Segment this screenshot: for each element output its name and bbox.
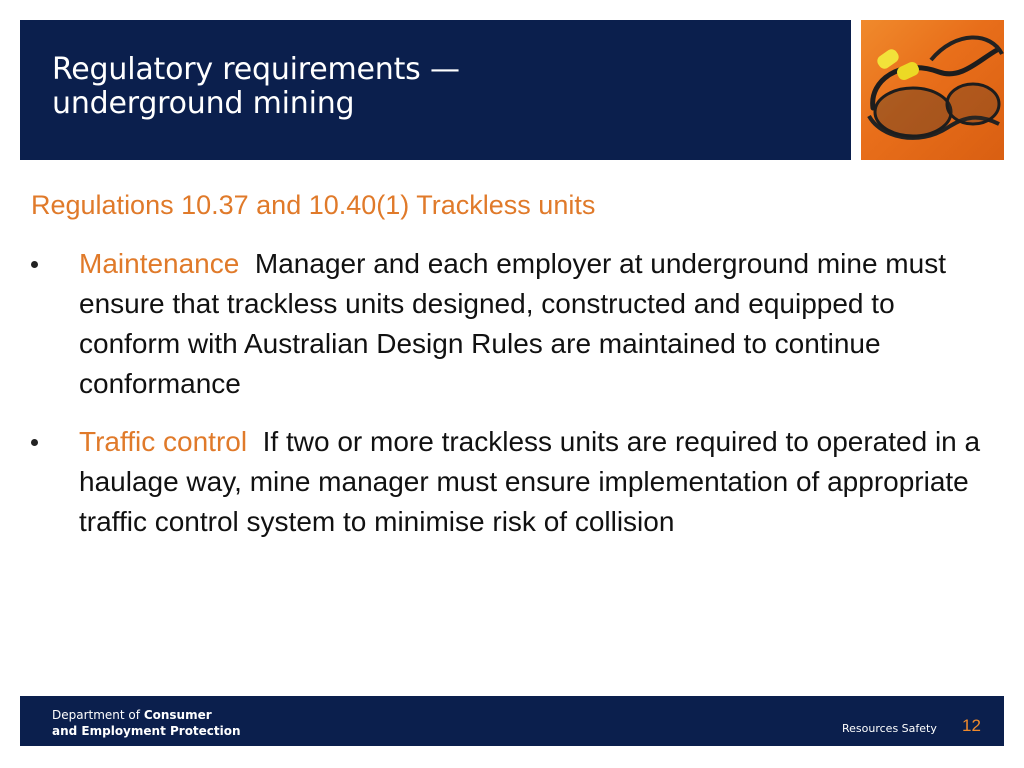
slide-title-line2: underground mining bbox=[52, 86, 355, 121]
dept-name-1: Consumer bbox=[143, 708, 212, 722]
bullet-traffic-control bbox=[31, 422, 1001, 542]
footer-bar bbox=[20, 696, 1004, 746]
safety-gear-photo bbox=[861, 20, 1004, 160]
dept-name-2: and Employment Protection bbox=[52, 724, 241, 738]
bullet-maintenance bbox=[31, 244, 1001, 404]
safety-glasses-icon bbox=[861, 20, 1004, 160]
bullet-dot-icon bbox=[31, 261, 38, 268]
bullet-list bbox=[31, 244, 1001, 560]
bullet-text: Manager and each employer at underground mine must ensure that trackless units designed, constructed and equipped to conform with Australian Design Rules are maintained to continue conformance bbox=[79, 248, 946, 399]
bullet-key: Maintenance bbox=[79, 248, 240, 279]
bullet-dot-icon bbox=[31, 439, 38, 446]
slide-subtitle: Regulations 10.37 and 10.40(1) Trackless units bbox=[31, 190, 596, 220]
bullet-text: If two or more trackless units are required to operated in a haulage way, mine manager must ensure implementation of appropriate traffic control system to minimise risk of collision bbox=[79, 426, 981, 537]
slide-title bbox=[52, 53, 572, 121]
dept-prefix: Department of bbox=[52, 708, 144, 722]
bullet-key: Traffic control bbox=[79, 426, 248, 457]
slide-title-line1: Regulatory requirements — bbox=[52, 52, 460, 87]
page-number: 12 bbox=[962, 716, 981, 735]
footer-label: Resources Safety bbox=[842, 722, 937, 735]
department-logo-text bbox=[52, 707, 241, 739]
